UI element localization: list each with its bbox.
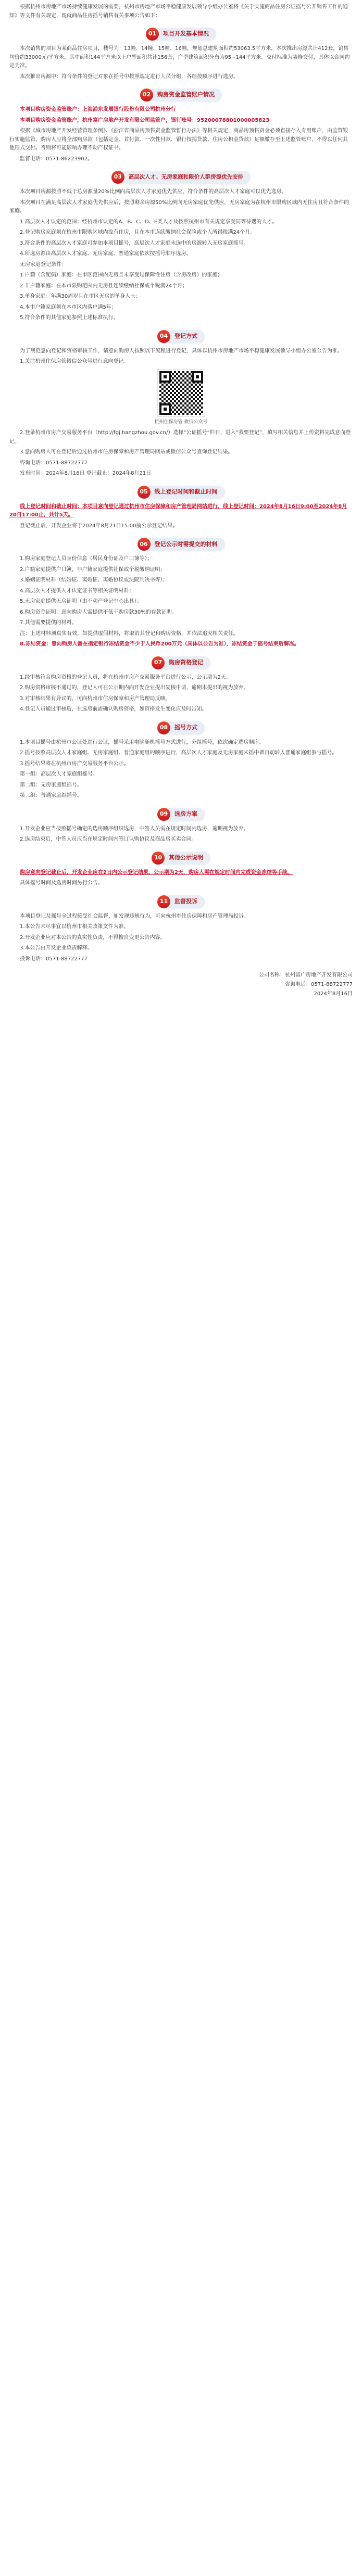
list-item: 1.户籍（含配偶）家庭：在市区范围内无房且未享受过保障性住房（含房改房）的家庭； xyxy=(20,272,223,278)
s7-p1: 1.经审核符合购房资格的登记人员，将在杭州市房产交易服务平台进行公示，公示期为2天。 xyxy=(20,674,231,680)
section-header-05: 05 线上登记时间和截止时间 xyxy=(9,486,353,499)
section-header-07: 07 购房资格登记 xyxy=(9,656,353,669)
s6-p7: 7.其他需要提供的材料。 xyxy=(20,620,77,626)
list-item: 5.符合条件的其他家庭参照上述标准执行。 xyxy=(20,315,119,321)
s8-p1: 1.本项目摇号由杭州市公证处进行公证，摇号采用电脑随机摇号方式进行，分组摇号，依次确定选房顺序。 xyxy=(20,739,265,745)
s8-p4: 第一组：高层次人才家庭组摇号。 xyxy=(20,771,98,778)
qr-code[interactable] xyxy=(9,370,353,416)
qr-code-icon xyxy=(158,370,205,416)
section-header-06: 06 登记公示时需提交的材料 xyxy=(9,538,353,551)
s3-p2: 本次项目在满足高层次人才家庭优先供应后，按照剩余房源50%比例向无房家庭优先供应，无房家庭为在杭州市限购区域内无住房且符合条件的家庭。 xyxy=(9,199,349,214)
s10-p1: 购房意向登记截止后，开发企业应在2日内公示登记结果，公示期为2天，购房人需在规定时间内完成资金冻结等手续。 xyxy=(20,869,293,875)
s3-p3: 1.高层次人才认定的范围：经杭州市认定的A、B、C、D、E类人才及按照杭州市有关规定享受同等待遇的人才。 xyxy=(20,219,278,225)
s2-p1: 本项目购房资金监管账户：上海浦东发展银行股份有限公司杭州分行 xyxy=(20,107,176,112)
s10-p2: 具体摇号时间及选房时间另行公告。 xyxy=(20,880,103,886)
s6-p5: 5.无房家庭提供无房证明（由不动产登记中心出具）； xyxy=(20,599,142,605)
s4-p3: 2.登录杭州市房产交易服务平台（http://fgj.hangzhou.gov.cn/）选择“公证摇号”栏目，进入“我要登记”，填写相关信息并上传资料完成意向登记。 xyxy=(9,430,351,445)
announcement xyxy=(0,0,362,1009)
s11-p1: 本项目登记及摇号全过程接受社会监督，如发现违规行为，可向杭州市住房保障和房产管理局投诉。 xyxy=(20,913,249,919)
s7-p3: 3.对审核结果有异议的，可向杭州市住房保障和房产管理局反映。 xyxy=(20,695,171,702)
s3-p6: 4.所选房源由高层次人才家庭、无房家庭、普通家庭依次按摇号顺序选房。 xyxy=(20,251,192,257)
list-item: 2.非户籍家庭：在本市限购范围内无房且连续缴纳社保或个税满24个月； xyxy=(20,283,188,289)
s11-p3: 2.开发企业应对本公告的真实性负责，不得擅自变更公告内容。 xyxy=(20,934,166,941)
s4-p6: 发布时间：2024年8月16日 登记截止：2024年8月21日 xyxy=(20,471,152,477)
s11-p5: 投诉电话：0571-88722777 xyxy=(20,956,88,962)
section-header-08: 08 摇号方式 xyxy=(9,721,353,734)
s1-p1: 本次销售的项目为某商品住房项目，楼号为：13幢、14幢、15幢、16幢，规划总建筑面积约53063.5平方米，本次推出房源共计412套，销售均价约33000元/平方米，其中面积144平方米以上户型面积共计156套，户型建筑面积分布为95~144平方米。交付标准为装修交付，具体以合同约定为准。 xyxy=(9,46,350,69)
s8-p5: 第二组：无房家庭组摇号。 xyxy=(20,782,82,788)
s7-p2: 2.购房资格审核不通过的，登记人可在公示期内向开发企业提出复核申请，逾期未提出的视为放弃。 xyxy=(20,685,249,691)
s2-p2: 本项目购房资金监管账户，杭州富广房地产开发有限公司监管户，银行账号：95200078801000005823 xyxy=(20,117,270,123)
s4-p2: 1.关注杭州住保房管微信公众号进行意向登记。 xyxy=(20,359,129,364)
s4-p1: 为了规范意向登记和资格审核工作，请意向购房人按照以下流程进行登记，具体以杭州市房地产市场平稳健康发展领导小组办公室公告为准。 xyxy=(20,348,343,354)
s5-p1: 线上登记时间和截止时间：本项目意向登记通过杭州市住房保障和房产管理局网站进行，线上登记时间：2024年8月16日9:00至2024年8月20日17:00止，共计5天。 xyxy=(9,503,347,518)
s8-p3: 3.摇号结果将在杭州市房产交易服务平台公示。 xyxy=(20,760,129,767)
s6-p1: 1.购房家庭登记人员身份信息（居民身份证及户口簿等）； xyxy=(20,556,153,562)
s2-p4: 监督电话：0571-86223902。 xyxy=(20,156,93,162)
s3-p5: 3.符合条件的高层次人才家庭可参加本项目摇号，高层次人才家庭未选中的房源转入无房家庭摇号。 xyxy=(20,240,249,246)
s3-list-title: 无房家庭登记条件： xyxy=(20,261,67,268)
s6-p6: 6.购房资金证明：意向购房人需提供不低于购房款30%的存款证明。 xyxy=(20,609,177,615)
s6-p3: 3.婚姻证明材料（结婚证、离婚证、离婚协议或法院判决书等）； xyxy=(20,577,168,583)
s8-p6: 第三组：普通家庭组摇号。 xyxy=(20,793,82,799)
section-header-02: 02 购房资金监管账户情况 xyxy=(9,88,353,101)
s11-p2: 1.本公告未尽事宜以杭州市相关政策文件为准。 xyxy=(20,924,129,930)
s8-p2: 2.摇号按照高层次人才家庭组、无房家庭组、普通家庭组的顺序进行，高层次人才家庭及无房家庭未摇中者自动转入普通家庭组参与摇号。 xyxy=(20,750,338,756)
company-name: 公司名称：杭州富广房地产开发有限公司 xyxy=(259,972,353,979)
s7-p4: 4.登记人员通过审核后，在选房前需确认购房资格，如资格发生变化应及时告知。 xyxy=(20,706,207,713)
s1-p2: 本次推出房源中：符合条件的登记对象在摇号中按照规定进行人员分组，各组按顺序进行选房。 xyxy=(20,73,239,80)
publish-date: 2024年8月16日 xyxy=(314,991,353,997)
section-header-09: 09 选房方案 xyxy=(9,808,353,821)
s3-list xyxy=(9,271,353,323)
s4-p5: 咨询电话：0571-88722777 xyxy=(20,460,88,466)
s3-p1: 本次项目房源按照不低于总房源量20%比例向高层次人才家庭优先供应，符合条件的高层次人才家庭可以优先选房。 xyxy=(20,189,287,195)
s11-p4: 3.本公告由开发企业负责解释。 xyxy=(20,945,93,951)
qr-caption: 杭州住保房管 微信公众号 xyxy=(154,419,208,425)
list-item: 3.单身家庭：年满30周岁且在市区无房的单身人士； xyxy=(20,294,141,299)
section-header-10: 10 其他公示说明 xyxy=(9,852,353,865)
section-header-11: 11 监督投诉 xyxy=(9,895,353,908)
section-header-03: 03 高层次人才、无房家庭和限价人群房源优先安排 xyxy=(9,171,353,184)
s2-p3: 根据《城市房地产开发经营管理条例》、《浙江省商品房预售资金监管暂行办法》等相关规定，商品房预售资金必须直接存入专用账户，由监管银行实施监管。购房人应将全部购房款（包括定金、首付款、一次性付款、银行按揭贷款、住房公积金贷款）足额缴存至上述监管账户，不得以任何其他形式交付。否则将可能影响办理不动产权证书。 xyxy=(9,128,348,151)
s9-p2: 2.选房结束后，中签人员应当在规定时间内签订认购协议及商品房买卖合同。 xyxy=(20,836,197,843)
contact-phone: 咨询电话：0571-88722777 xyxy=(285,982,353,988)
section-header-01: 01 项目开发基本情况 xyxy=(9,28,353,41)
s6-p4: 4.高层次人才提供人才认定证书等相关证明材料； xyxy=(20,588,134,594)
s6-p2: 2.户籍家庭提供户口簿，非户籍家庭提供社保或个税缴纳证明； xyxy=(20,566,166,573)
intro-paragraph: 根据杭州市房地产市场持续健康发展的需要，杭州市房地产市场平稳健康发展领导小组办公室将《关于实施商品住房公证摇号公开销售工作的通知》等文件有关规定，现就商品住房摇号销售有关事项公告如下： xyxy=(9,4,348,19)
s6-p8: 注：上述材料须真实有效，如提供虚假材料，将取消其登记和购房资格，并依法追究相关责任。 xyxy=(20,630,239,637)
signature-block xyxy=(9,971,353,999)
s6-p9: 8.冻结资金：意向购房人需在指定银行冻结资金不少于人民币200万元（具体以公告为准），冻结资金于摇号结束后解冻。 xyxy=(20,641,299,648)
s3-p4: 2.登记购房家庭须在杭州市限购区域内没有住房，且在本市连续缴纳社会保险或个人所得税满24个月。 xyxy=(20,230,256,235)
s9-p1: 1.开发企业应当按照摇号确定的选房顺序组织选房，中签人员需在规定时间内选房，逾期视为放弃。 xyxy=(20,826,249,832)
list-item: 4.本市户籍家庭须在本市区内落户满5年； xyxy=(20,304,117,310)
s4-p4: 3.意向购房人可在登记后通过杭州市住房保障和房产管理局网站或微信公众号查询登记结果。 xyxy=(20,449,233,455)
section-header-04: 04 登记方式 xyxy=(9,330,353,343)
s5-p2: 登记截止后，开发企业将于2024年8月21日15:00前公示登记结果。 xyxy=(20,523,178,529)
